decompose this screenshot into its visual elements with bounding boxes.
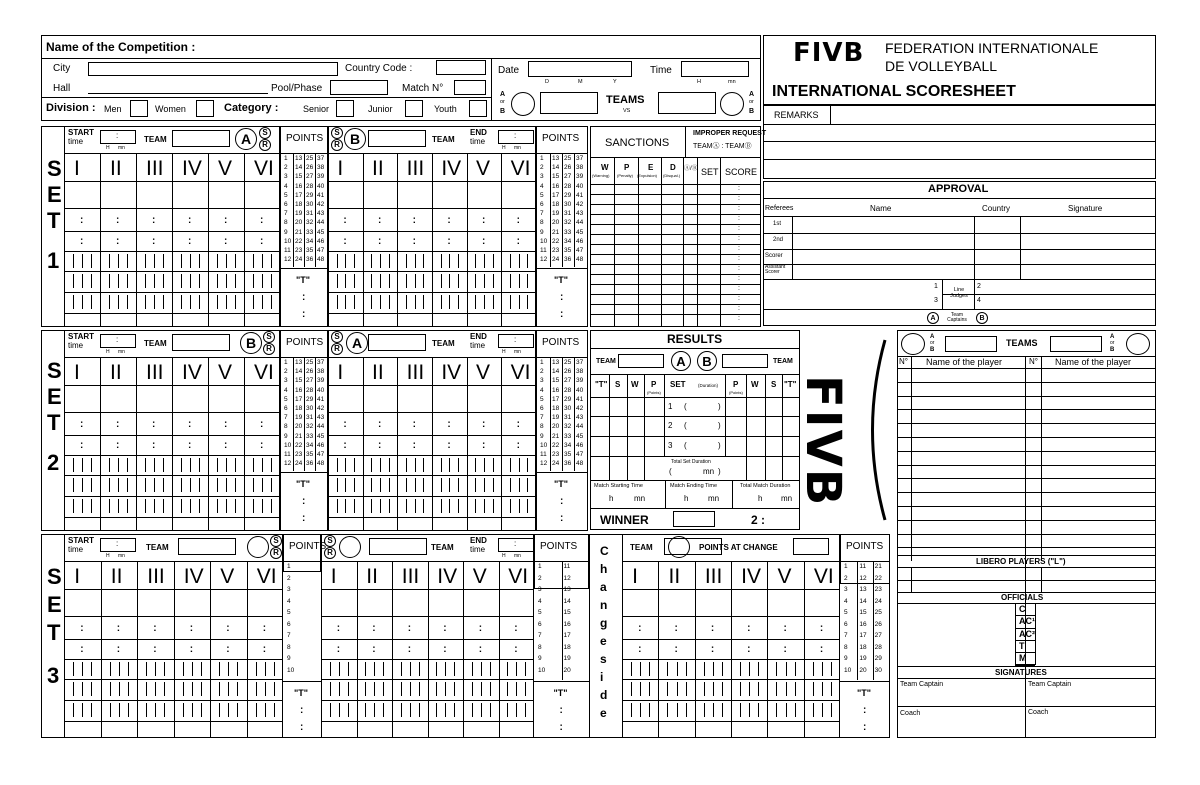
approval-box: [763, 181, 1156, 326]
set-letter: S: [47, 156, 62, 181]
change-side-letter: a: [600, 580, 607, 594]
set1-team-right-receive-circle[interactable]: R: [331, 139, 343, 151]
roster-left-team[interactable]: [945, 336, 997, 352]
results-team-left[interactable]: [618, 354, 664, 368]
captain-a-circle: A: [927, 312, 939, 324]
set3-team-b-serve-circle[interactable]: S: [324, 535, 336, 547]
set1-team-left-position-3: III: [146, 157, 164, 180]
set3-team-b-position-1: I: [330, 565, 337, 588]
set1-team-right-position-5: V: [476, 157, 491, 180]
captain-b-circle: B: [976, 312, 988, 324]
set2-team-right-receive-circle[interactable]: R: [331, 343, 343, 355]
set2-team-left-position-4: IV: [182, 361, 202, 384]
set1-team-right-serve-circle[interactable]: S: [331, 127, 343, 139]
set3-team-c-position-5: V: [777, 565, 792, 588]
sanctions-title: SANCTIONS: [605, 137, 670, 149]
team-left-ab-circle[interactable]: [511, 92, 535, 116]
set3-team-b-position-2: II: [366, 565, 378, 588]
change-side-letter: g: [600, 616, 608, 630]
set-letter: T: [47, 410, 61, 435]
set3-b-points-label: POINTS: [540, 541, 578, 552]
set2-team-right-position-4: IV: [441, 361, 462, 384]
roster-row[interactable]: [897, 368, 1156, 369]
set3-team-c-position-1: I: [632, 565, 638, 588]
set-letter: T: [47, 208, 61, 233]
set1-right-points-label: POINTS: [542, 133, 580, 144]
men-checkbox[interactable]: [130, 100, 148, 117]
set3-team-a-position-4: IV: [183, 565, 204, 588]
roster-row[interactable]: [897, 382, 1156, 383]
roster-row[interactable]: [897, 423, 1156, 424]
set1-team-left-position-4: IV: [182, 157, 202, 180]
set1-team-left-receive-circle[interactable]: R: [259, 139, 271, 151]
match-no-label: Match N°: [402, 83, 444, 94]
competition-label: Name of the Competition :: [46, 40, 196, 54]
set-letter: 1: [47, 248, 60, 274]
teams-label: TEAMS: [606, 94, 645, 106]
team-right-ab-circle[interactable]: [720, 92, 744, 116]
set1-team-left-team-name[interactable]: [172, 130, 230, 147]
roster-row[interactable]: [897, 547, 1156, 548]
set3-team-a-serve-circle[interactable]: S: [270, 535, 282, 547]
change-side-letter: i: [600, 670, 604, 684]
set1-team-right-position-2: II: [372, 157, 384, 180]
set1-team-left-position-6: VI: [254, 157, 274, 180]
results-a-circle: A: [671, 351, 691, 371]
set3-team-b-team-circle[interactable]: [339, 536, 361, 558]
match-no-field[interactable]: [454, 80, 486, 95]
set2-team-left-receive-circle[interactable]: R: [263, 343, 275, 355]
roster-row[interactable]: [897, 396, 1156, 397]
change-side-letter: e: [600, 634, 607, 648]
change-side-letter: d: [600, 688, 608, 702]
set3-team-b-position-3: III: [401, 565, 420, 588]
results-team-right[interactable]: [722, 354, 768, 368]
set3-team-b-position-4: IV: [437, 565, 458, 588]
set2-team-left-position-6: VI: [254, 361, 274, 384]
pool-phase-label: Pool/Phase: [271, 83, 323, 94]
points-at-change-label: POINTS AT CHANGE: [699, 543, 778, 552]
roster-right-team[interactable]: [1050, 336, 1102, 352]
set2-team-right-position-3: III: [406, 361, 425, 384]
set2-team-left-position-5: V: [218, 361, 233, 384]
date-label: Date: [498, 65, 520, 76]
roster-row[interactable]: [897, 437, 1156, 438]
official-1: AC¹: [1019, 616, 1035, 627]
set2-team-right-position-1: I: [337, 361, 344, 384]
set3-team-c-position-2: II: [668, 565, 681, 588]
set2-team-left-position-3: III: [146, 361, 164, 384]
set2-right-points-label: POINTS: [542, 337, 580, 348]
roster-row[interactable]: [897, 534, 1156, 535]
set3-team-a-team-name[interactable]: [178, 538, 236, 555]
approval-title: APPROVAL: [928, 183, 989, 195]
scoresheet-title: INTERNATIONAL SCORESHEET: [772, 83, 1016, 100]
set-letter: 3: [47, 663, 60, 689]
change-side-letter: C: [600, 544, 609, 558]
division-label: Division :: [46, 102, 96, 114]
set1-left-points-label: POINTS: [286, 133, 324, 144]
set3-a-points-label: POINTS: [289, 541, 327, 552]
set2-team-right-team-name[interactable]: [368, 334, 426, 351]
official-0: C: [1019, 604, 1026, 614]
remarks-box[interactable]: [763, 105, 1156, 179]
category-label: Category :: [224, 102, 279, 114]
official-4: M: [1019, 653, 1027, 664]
set1-team-left-team-circle[interactable]: A: [235, 128, 257, 150]
set2-team-right-team-circle[interactable]: A: [346, 332, 368, 354]
set3-team-a-receive-circle[interactable]: R: [270, 547, 282, 559]
set3-team-a-position-2: II: [110, 565, 123, 588]
set3-team-c-position-6: VI: [813, 565, 834, 588]
set1-team-left-position-1: I: [74, 157, 80, 180]
set3-team-a-position-5: V: [220, 565, 235, 588]
change-side-letter: h: [600, 562, 608, 576]
set1-team-right-position-6: VI: [510, 157, 531, 180]
federation-line2: DE VOLLEYBALL: [885, 58, 998, 74]
change-side-letter: n: [600, 598, 608, 612]
roster-left-circle[interactable]: [901, 333, 925, 355]
logo-swoosh: [860, 335, 890, 525]
set2-team-right-position-5: V: [476, 361, 491, 384]
set2-team-left-position-2: II: [110, 361, 122, 384]
city-field[interactable]: [88, 62, 338, 76]
roster-row[interactable]: [897, 520, 1156, 521]
set3-team-a-position-6: VI: [256, 565, 277, 588]
roster-row[interactable]: [897, 478, 1156, 479]
city-label: City: [53, 63, 71, 74]
set3-team-b-position-5: V: [472, 565, 487, 588]
set3-team-b-position-6: VI: [508, 565, 529, 588]
set1-team-right-position-1: I: [337, 157, 344, 180]
country-code-label: Country Code :: [345, 63, 413, 74]
set3-team-b-team-name[interactable]: [369, 538, 427, 555]
set-letter: S: [47, 564, 62, 589]
set2-team-left-team-circle[interactable]: B: [240, 332, 262, 354]
winner-label: WINNER: [600, 513, 649, 527]
set1-team-right-position-3: III: [406, 157, 425, 180]
roster-right-circle[interactable]: [1126, 333, 1150, 355]
country-code-field[interactable]: [436, 60, 486, 75]
set2-team-right-serve-circle[interactable]: S: [331, 331, 343, 343]
results-b-circle: B: [697, 351, 717, 371]
team-left-name-field[interactable]: [540, 92, 598, 114]
roster-row[interactable]: [897, 506, 1156, 507]
set2-team-left-team-name[interactable]: [172, 334, 230, 351]
set2-team-right-position-2: II: [372, 361, 384, 384]
set-letter: E: [47, 384, 62, 409]
official-3: T: [1019, 640, 1025, 651]
set3-team-c-position-3: III: [704, 565, 723, 588]
team-right-name-field[interactable]: [658, 92, 716, 114]
roster-row[interactable]: [897, 492, 1156, 493]
set3-team-c-team-circle[interactable]: [668, 536, 690, 558]
set-letter: E: [47, 182, 62, 207]
pool-phase-field[interactable]: [330, 80, 388, 95]
set3-team-a-team-circle[interactable]: [247, 536, 269, 558]
points-at-change-field[interactable]: [793, 538, 829, 555]
remarks-label: REMARKS: [774, 110, 819, 120]
set-letter: T: [47, 620, 61, 645]
set2-team-left-serve-circle[interactable]: S: [263, 331, 275, 343]
winner-field[interactable]: [673, 511, 715, 527]
results-title: RESULTS: [667, 332, 723, 346]
time-field[interactable]: [681, 61, 749, 77]
set1-team-left-position-5: V: [218, 157, 233, 180]
roster-row[interactable]: [897, 465, 1156, 466]
set2-left-points-label: POINTS: [286, 337, 324, 348]
set3-c-points-label: POINTS: [846, 541, 884, 552]
date-field[interactable]: [528, 61, 632, 77]
youth-checkbox[interactable]: [469, 100, 487, 117]
set2-team-right-position-6: VI: [510, 361, 531, 384]
set-letter: 2: [47, 450, 60, 476]
set3-team-b-receive-circle[interactable]: R: [324, 547, 336, 559]
official-2: AC²: [1019, 628, 1035, 639]
time-label: Time: [650, 65, 672, 76]
set3-team-c-position-4: IV: [741, 565, 761, 588]
change-side-letter: s: [600, 652, 607, 666]
senior-checkbox[interactable]: [336, 100, 354, 117]
junior-checkbox[interactable]: [405, 100, 423, 117]
set2-team-left-position-1: I: [74, 361, 80, 384]
set1-team-right-team-name[interactable]: [368, 130, 426, 147]
hall-field[interactable]: [88, 93, 268, 94]
federation-line1: FEDERATION INTERNATIONALE: [885, 40, 1099, 56]
set3-team-a-position-3: III: [147, 565, 165, 588]
set3-team-a-position-1: I: [74, 565, 81, 588]
change-side-letter: e: [600, 706, 607, 720]
fivb-logo: FIVB: [793, 38, 865, 68]
set1-team-left-position-2: II: [110, 157, 122, 180]
set1-team-right-position-4: IV: [441, 157, 462, 180]
set-letter: S: [47, 358, 62, 383]
winner-score: 2 :: [751, 513, 766, 527]
set1-team-right-team-circle[interactable]: B: [344, 128, 366, 150]
fivb-vertical-logo: FIVB: [795, 375, 851, 508]
set-letter: E: [47, 592, 62, 617]
roster-row[interactable]: [897, 451, 1156, 452]
set1-team-left-serve-circle[interactable]: S: [259, 127, 271, 139]
women-checkbox[interactable]: [196, 100, 214, 117]
roster-row[interactable]: [897, 409, 1156, 410]
hall-label: Hall: [53, 83, 71, 94]
